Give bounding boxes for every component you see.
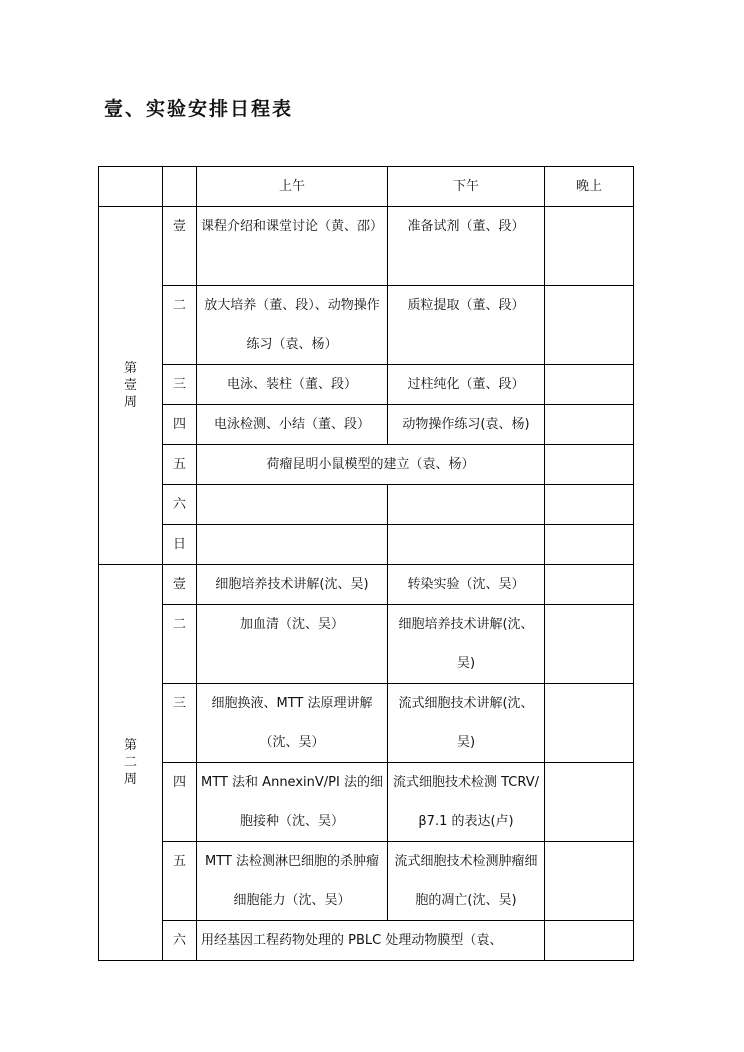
afternoon-cell: 动物操作练习(袁、杨) xyxy=(388,405,545,445)
week-label xyxy=(99,565,163,961)
merged-activity-cell: 用经基因工程药物处理的 PBLC 处理动物膜型（袁、 xyxy=(197,921,545,961)
day-cell: 三 xyxy=(163,365,197,405)
morning-cell: 课程介绍和课堂讨论（黄、邵） xyxy=(197,207,388,286)
day-cell: 二 xyxy=(163,286,197,365)
morning-cell: 放大培养（董、段）、动物操作练习（袁、杨） xyxy=(197,286,388,365)
week-label xyxy=(99,207,163,565)
morning-cell: 细胞培养技术讲解(沈、吴) xyxy=(197,565,388,605)
day-cell: 二 xyxy=(163,605,197,684)
evening-cell xyxy=(545,565,634,605)
morning-cell: 加血清（沈、吴） xyxy=(197,605,388,684)
afternoon-cell: 过柱纯化（董、段） xyxy=(388,365,545,405)
day-cell: 壹 xyxy=(163,207,197,286)
header-afternoon: 下午 xyxy=(388,167,545,207)
table-row xyxy=(99,842,634,921)
header-row xyxy=(99,167,634,207)
evening-cell xyxy=(545,405,634,445)
morning-cell: MTT 法检测淋巴细胞的杀肿瘤细胞能力（沈、吴） xyxy=(197,842,388,921)
afternoon-cell: 细胞培养技术讲解(沈、吴) xyxy=(388,605,545,684)
morning-cell: 电泳、装柱（董、段） xyxy=(197,365,388,405)
table-row xyxy=(99,763,634,842)
table-row xyxy=(99,286,634,365)
afternoon-cell: 转染实验（沈、吴） xyxy=(388,565,545,605)
evening-cell xyxy=(545,286,634,365)
evening-cell xyxy=(545,763,634,842)
day-cell: 六 xyxy=(163,921,197,961)
table-row xyxy=(99,525,634,565)
afternoon-cell: 准备试剂（董、段） xyxy=(388,207,545,286)
table-row xyxy=(99,445,634,485)
header-cell-day xyxy=(163,167,197,207)
afternoon-cell xyxy=(388,485,545,525)
day-cell: 五 xyxy=(163,842,197,921)
header-cell-blank xyxy=(99,167,163,207)
day-cell: 四 xyxy=(163,763,197,842)
day-cell: 四 xyxy=(163,405,197,445)
merged-activity-cell: 荷瘤昆明小鼠模型的建立（袁、杨） xyxy=(197,445,545,485)
evening-cell xyxy=(545,365,634,405)
day-cell: 六 xyxy=(163,485,197,525)
morning-cell xyxy=(197,485,388,525)
day-cell: 三 xyxy=(163,684,197,763)
morning-cell: 电泳检测、小结（董、段） xyxy=(197,405,388,445)
evening-cell xyxy=(545,921,634,961)
table-row xyxy=(99,684,634,763)
morning-cell xyxy=(197,525,388,565)
table-row xyxy=(99,485,634,525)
evening-cell xyxy=(545,525,634,565)
table-row xyxy=(99,921,634,961)
evening-cell xyxy=(545,207,634,286)
morning-cell: 细胞换液、MTT 法原理讲解（沈、吴） xyxy=(197,684,388,763)
week-label-text: 第壹周 xyxy=(123,361,137,410)
table-row xyxy=(99,565,634,605)
page-title: 壹、实验安排日程表 xyxy=(104,98,294,120)
table-row xyxy=(99,605,634,684)
afternoon-cell xyxy=(388,525,545,565)
day-cell: 五 xyxy=(163,445,197,485)
evening-cell xyxy=(545,842,634,921)
table-row xyxy=(99,365,634,405)
schedule-table xyxy=(98,166,634,961)
day-cell: 壹 xyxy=(163,565,197,605)
day-cell: 日 xyxy=(163,525,197,565)
evening-cell xyxy=(545,445,634,485)
table-row xyxy=(99,207,634,286)
header-morning: 上午 xyxy=(197,167,388,207)
table-row xyxy=(99,405,634,445)
afternoon-cell: 流式细胞技术检测 TCRV/β7.1 的表达(卢) xyxy=(388,763,545,842)
evening-cell xyxy=(545,605,634,684)
afternoon-cell: 流式细胞技术讲解(沈、吴) xyxy=(388,684,545,763)
header-evening: 晚上 xyxy=(545,167,634,207)
morning-cell: MTT 法和 AnnexinV/PI 法的细胞接种（沈、吴） xyxy=(197,763,388,842)
afternoon-cell: 质粒提取（董、段） xyxy=(388,286,545,365)
evening-cell xyxy=(545,485,634,525)
week-label-text: 第二周 xyxy=(123,738,137,787)
afternoon-cell: 流式细胞技术检测肿瘤细胞的凋亡(沈、吴) xyxy=(388,842,545,921)
evening-cell xyxy=(545,684,634,763)
